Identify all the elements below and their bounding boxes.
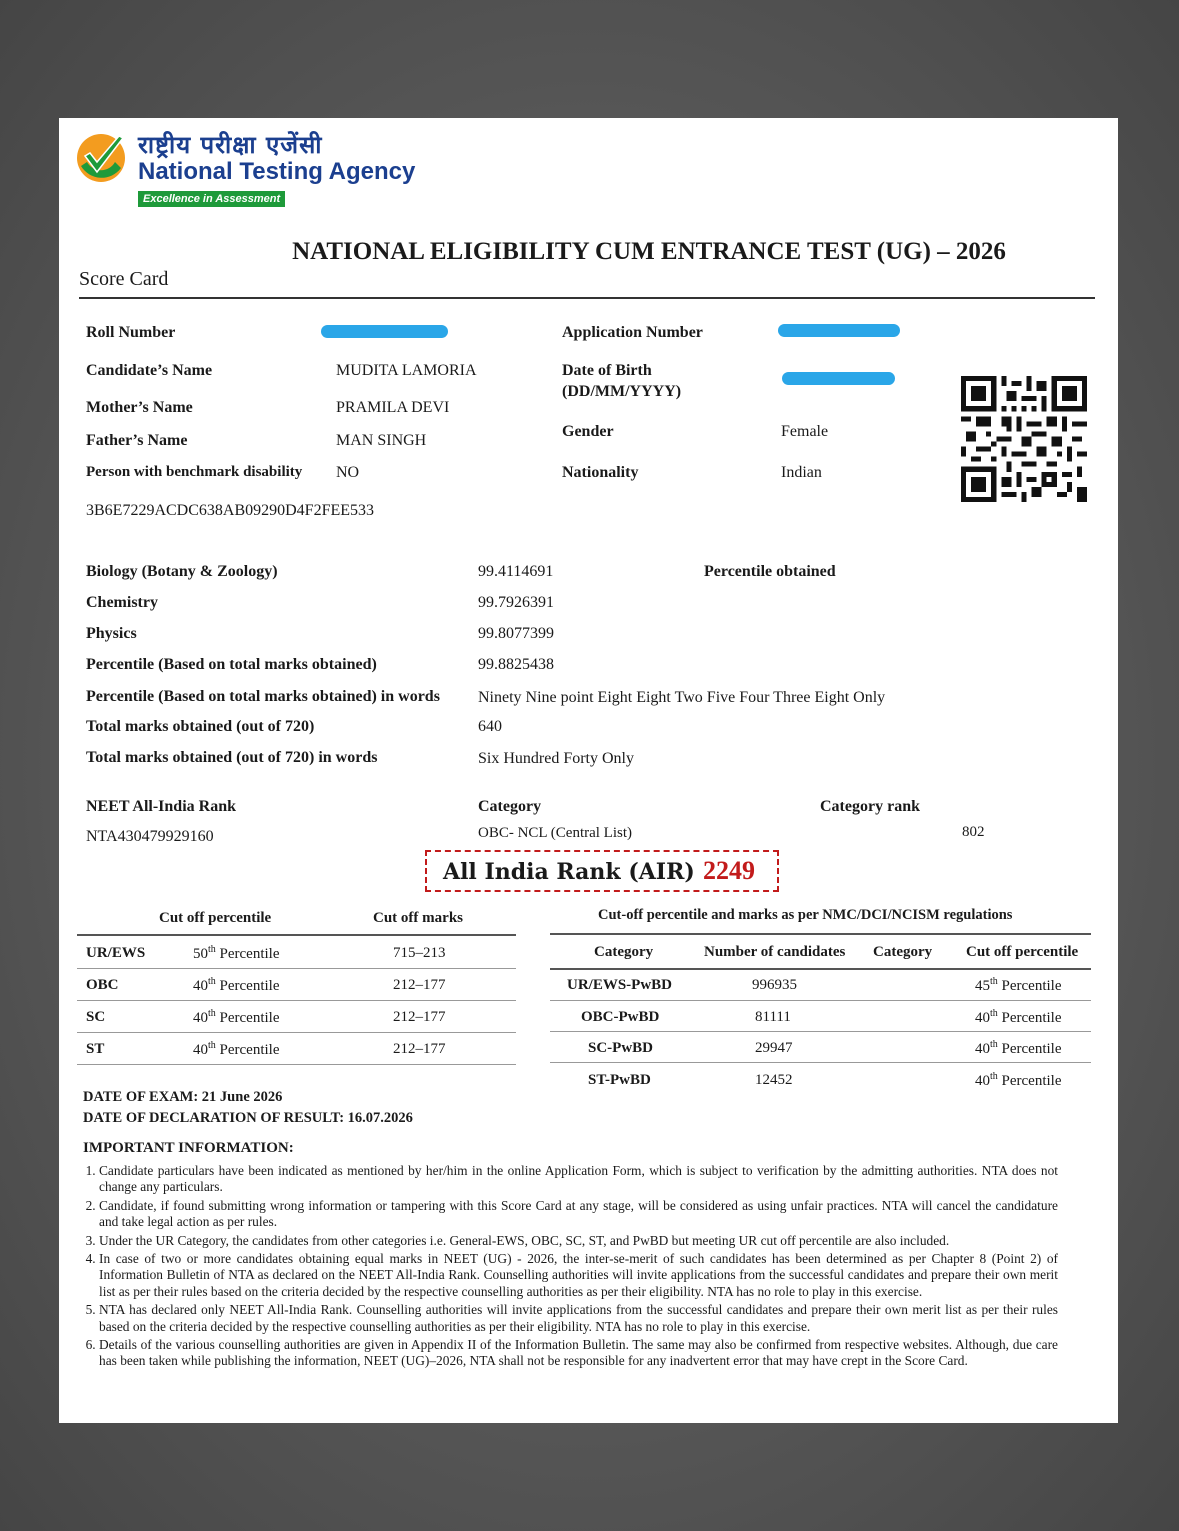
gender: Female xyxy=(781,423,829,440)
score-value-total-marks: 640 xyxy=(478,718,502,735)
table-rule xyxy=(77,1064,516,1065)
score-value-percentile-words: Ninety Nine point Eight Eight Two Five Four Three Eight Only xyxy=(478,689,886,706)
pwbd-cat: ST-PwBD xyxy=(588,1072,651,1088)
pwbd-cat: SC-PwBD xyxy=(588,1040,654,1056)
dob-label: Date of Birth xyxy=(562,362,652,379)
pwbd-count: 12452 xyxy=(755,1072,793,1088)
application-number-redaction xyxy=(778,324,900,337)
cutoff-marks: 212–177 xyxy=(393,1041,446,1057)
dob-format-label: (DD/MM/YYYY) xyxy=(562,383,682,400)
pwbd-count: 996935 xyxy=(752,977,797,993)
nta-logo-icon xyxy=(75,132,127,184)
roll-number-label: Roll Number xyxy=(86,324,176,341)
info-item: 5. NTA has declared only NEET All-India Rank. Counselling authorities will invite applications from the successful candidates and prepare their own merit list as per their rules based on the criteria decided by the respective counselling authorities as per their eligibility. NTA has no role to play in this exercise. xyxy=(99,1302,1058,1335)
cutoff-pct: 40th Percentile xyxy=(193,1008,280,1026)
agency-hindi-name: राष्ट्रीय परीक्षा एजेंसी xyxy=(138,131,323,159)
score-card-document xyxy=(59,118,1118,1423)
pwbd-pct: 40th Percentile xyxy=(975,1039,1062,1057)
important-heading: IMPORTANT INFORMATION: xyxy=(83,1140,294,1156)
score-label-marks-words: Total marks obtained (out of 720) in words xyxy=(86,749,378,766)
category-label: Category xyxy=(478,798,542,815)
percentile-obtained-header: Percentile obtained xyxy=(704,563,836,580)
mother-name-label: Mother’s Name xyxy=(86,399,193,416)
important-information xyxy=(83,1163,1058,1372)
candidate-name: MUDITA LAMORIA xyxy=(336,362,477,379)
score-label-total-marks: Total marks obtained (out of 720) xyxy=(86,718,315,735)
table-rule xyxy=(550,968,1091,970)
air-box xyxy=(425,850,779,892)
info-item: 1. Candidate particulars have been indicated as mentioned by her/him in the online Application Form, which is subject to verification by the admitting authorities. NTA does not change any particulars. xyxy=(99,1163,1058,1196)
roll-number-redaction xyxy=(321,325,448,338)
card-label: Score Card xyxy=(79,268,169,290)
cutoff-pct: 50th Percentile xyxy=(193,944,280,962)
table-rule xyxy=(77,934,516,936)
cutoff-percentile-header: Cut off percentile xyxy=(159,910,272,926)
pwbd-category2-header: Category xyxy=(873,944,933,960)
result-date: DATE OF DECLARATION OF RESULT: 16.07.2026 xyxy=(83,1110,413,1126)
cutoff-marks-header: Cut off marks xyxy=(373,910,463,926)
agency-name: National Testing Agency xyxy=(138,158,416,185)
table-rule xyxy=(550,933,1091,935)
score-value-biology: 99.4114691 xyxy=(478,563,554,580)
exam-title: NATIONAL ELIGIBILITY CUM ENTRANCE TEST (UG) – 2026 xyxy=(292,238,1006,265)
score-value-physics: 99.8077399 xyxy=(478,625,554,642)
gender-label: Gender xyxy=(562,423,614,440)
air-label: All India Rank (AIR) xyxy=(443,859,695,885)
father-name: MAN SINGH xyxy=(336,432,427,449)
cutoff-pct: 40th Percentile xyxy=(193,976,280,994)
pwbd-count: 29947 xyxy=(755,1040,793,1056)
cutoff-marks: 212–177 xyxy=(393,977,446,993)
cutoff-cat: UR/EWS xyxy=(86,945,146,961)
air-value: 2249 xyxy=(703,856,755,885)
category: OBC- NCL (Central List) xyxy=(478,825,633,841)
info-item: 3. Under the UR Category, the candidates from other categories i.e. General-EWS, OBC, SC, ST, and PwBD but meeting UR cut off percentile are also included. xyxy=(99,1233,1058,1249)
application-number-label: Application Number xyxy=(562,324,703,341)
exam-date: DATE OF EXAM: 21 June 2026 xyxy=(83,1089,283,1105)
nationality-label: Nationality xyxy=(562,464,639,481)
table-rule xyxy=(77,1032,516,1033)
score-label-biology: Biology (Botany & Zoology) xyxy=(86,563,278,580)
qr-code-icon xyxy=(961,376,1087,502)
pwbd-label: Person with benchmark disability xyxy=(86,464,303,480)
cutoff-marks: 715–213 xyxy=(393,945,446,961)
score-label-percentile-words: Percentile (Based on total marks obtained) in words xyxy=(86,688,440,705)
mother-name: PRAMILA DEVI xyxy=(336,399,450,416)
pwbd-category-header: Category xyxy=(594,944,654,960)
father-name-label: Father’s Name xyxy=(86,432,188,449)
pwbd-pct: 45th Percentile xyxy=(975,976,1062,994)
table-rule xyxy=(550,1000,1091,1001)
category-rank-label: Category rank xyxy=(820,798,920,815)
neet-rank-label: NEET All-India Rank xyxy=(86,798,236,815)
agency-tagline: Excellence in Assessment xyxy=(138,191,285,207)
table-rule xyxy=(77,1000,516,1001)
cutoff-marks: 212–177 xyxy=(393,1009,446,1025)
score-value-marks-words: Six Hundred Forty Only xyxy=(478,750,634,767)
cutoff-cat: ST xyxy=(86,1041,105,1057)
pwbd-pct: 40th Percentile xyxy=(975,1071,1062,1089)
pwbd-count: 81111 xyxy=(755,1009,791,1025)
pwbd-cat: UR/EWS-PwBD xyxy=(567,977,673,993)
pwbd-pct: 40th Percentile xyxy=(975,1008,1062,1026)
pwbd: NO xyxy=(336,464,360,481)
score-value-chemistry: 99.7926391 xyxy=(478,594,554,611)
pwbd-cutoff-header: Cut off percentile xyxy=(966,944,1079,960)
score-label-chemistry: Chemistry xyxy=(86,594,158,611)
pwbd-cat: OBC-PwBD xyxy=(581,1009,660,1025)
verification-hash: 3B6E7229ACDC638AB09290D4F2FEE533 xyxy=(86,502,375,519)
info-item: 6. Details of the various counselling authorities are given in Appendix II of the Information Bulletin. The same may also be confirmed from respective websites. Although, due care has been taken while publishing the information, NEET (UG)–2026, NTA shall not be responsible for any inadvertent error that may have crept in the Score Card. xyxy=(99,1337,1058,1370)
category-rank: 802 xyxy=(962,824,985,840)
cutoff-pct: 40th Percentile xyxy=(193,1040,280,1058)
score-label-total-percentile: Percentile (Based on total marks obtained) xyxy=(86,656,377,673)
pwbd-cutoff-title: Cut-off percentile and marks as per NMC/DCI/NCISM regulations xyxy=(598,907,1013,923)
info-item: 2. Candidate, if found submitting wrong information or tampering with this Score Card at any stage, will be considered as using unfair practices. NTA will cancel the candidature and take legal action as per rules. xyxy=(99,1198,1058,1231)
header-divider xyxy=(79,297,1095,299)
table-rule xyxy=(550,1031,1091,1032)
dob-redaction xyxy=(782,372,895,385)
score-label-physics: Physics xyxy=(86,625,137,642)
cutoff-cat: OBC xyxy=(86,977,119,993)
neet-rank: NTA430479929160 xyxy=(86,828,214,845)
cutoff-cat: SC xyxy=(86,1009,106,1025)
table-rule xyxy=(77,968,516,969)
nationality: Indian xyxy=(781,464,822,481)
table-rule xyxy=(550,1062,1091,1063)
candidate-name-label: Candidate’s Name xyxy=(86,362,213,379)
score-value-total-percentile: 99.8825438 xyxy=(478,656,554,673)
pwbd-count-header: Number of candidates xyxy=(704,944,846,960)
info-item: 4. In case of two or more candidates obtaining equal marks in NEET (UG) - 2026, the inter-se-merit of such candidates has been determined as per Chapter 8 (Point 2) of Information Bulletin of NTA as declared on the NEET All-India Rank. Counselling authorities will invite applications from the successful candidates and prepare their own merit list as per their rules based on the criteria decided by the respective counselling authorities as per their eligibility. NTA has no role to play in this exercise. xyxy=(99,1251,1058,1300)
